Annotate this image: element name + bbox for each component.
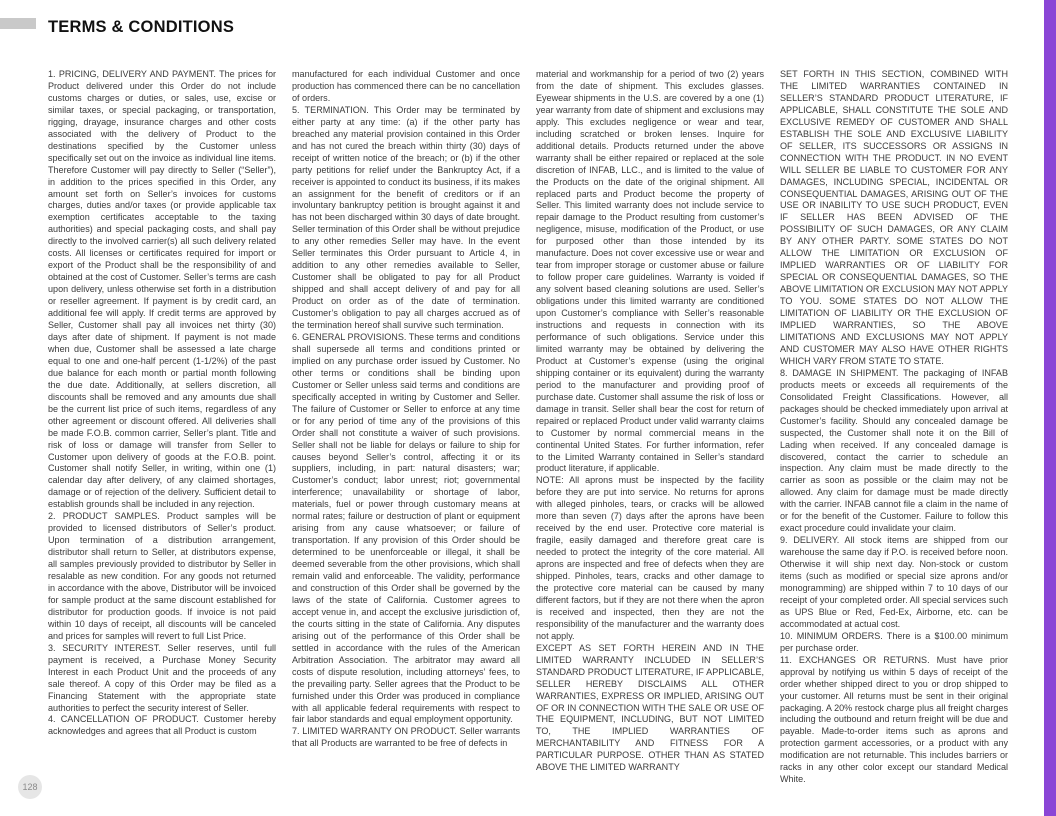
right-edge-accent-bar: [1044, 0, 1056, 816]
terms-column-1: [48, 69, 276, 769]
terms-paragraph: 11. EXCHANGES OR RETURNS. Must have prior approval by notifying us within 5 days of receipt of the order whether shipped direct to you or drop shipped to your customer. All returns must be sent in their original packaging. A 20% restock charge plus all freight charges including the outbound and return freight will be due and payable. Made-to-order items such as aprons and protection garment accessories, or a product with any modification are not returnable. This includes barriers or racks in any other color except our standard Medical White.: [780, 654, 1008, 785]
terms-paragraph: SET FORTH IN THIS SECTION, COMBINED WITH THE LIMITED WARRANTIES CONTAINED IN SELLER’S STANDARD PRODUCT LITERATURE, IF APPLICABLE, SHALL CONSTITUTE THE SOLE AND EXCLUSIVE REMEDY OF CUSTOMER AND SHALL ESTABLISH THE SOLE AND EXCLUSIVE LIABILITY OF SELLER, ITS SUCCESSORS OR ASSIGNS IN CONNECTION WITH THE PRODUCT. IN NO EVENT WILL SELLER BE LIABLE TO CUSTOMER FOR ANY DAMAGES, INCLUDING SPECIAL, INCIDENTAL OR CONSEQUENTIAL DAMAGES, ARISING OUT OF THE USE OR INABILITY TO USE SUCH PRODUCT, EVEN IF SELLER HAS BEEN ADVISED OF THE POSSIBILITY OF SUCH DAMAGES, OR ANY CLAIM BY ANY OTHER PARTY. SOME STATES DO NOT ALLOW THE LIMITATION OR EXCLUSION OF IMPLIED WARRANTIES OR OF LIABILITY FOR SPECIAL OR CONSEQUENTIAL DAMAGES, SO THE ABOVE LIMITATION OR EXCLUSION MAY NOT APPLY TO YOU. SOME STATES DO NOT ALLOW THE LIMITATION OF LIABILITY OR THE EXCLUSION OF IMPLIED WARRANTIES, SO THE ABOVE LIMITATIONS AND EXCLUSIONS MAY NOT APPLY AND CUSTOMER MAY ALSO HAVE OTHER RIGHTS WHICH VARY FROM STATE TO STATE.: [780, 69, 1008, 366]
page-number-badge: 128: [18, 775, 42, 799]
terms-paragraph: manufactured for each individual Customer and once production has commenced there can be no cancellation of orders.: [292, 69, 520, 103]
terms-paragraph: 5. TERMINATION. This Order may be terminated by either party at any time: (a) if the other party has breached any material provision contained in this Order and has not cured the breach within thirty (30) days of receipt of written notice of the breach; or (b) if the other party petitions for relief under the Bankruptcy Act, if a receiver is appointed to conduct its business, if its makes an assignment for the benefit of creditors or if an involuntary bankruptcy petition is brought against it and has not been discharged within 30 days of date brought. Seller termination of this Order shall be without prejudice to any other remedies Seller may have. In the event Seller terminates this Order pursuant to Article 4, in addition to any other remedies available to Seller, Customer shall be obligated to pay for all Product shipped and shall accept delivery of and pay for all Product on order as of the date of termination. Customer’s obligation to pay all charges accrued as of the termination hereof shall survive such termination.: [292, 104, 520, 331]
terms-paragraph: 4. CANCELLATION OF PRODUCT. Customer hereby acknowledges and agrees that all Product is custom: [48, 714, 276, 737]
terms-paragraph: 8. DAMAGE IN SHIPMENT. The packaging of INFAB products meets or exceeds all requirements of the Consolidated Freight Classifications. However, all packages should be checked immediately upon arrival at Customer’s facility. Should any concealed damage be suspected, the Customer shall note it on the Bill of Lading when received. If any concealed damage is discovered, contact the carrier to schedule an inspection. Any claim must be made directly to the carrier as soon as possible or the claim may not be allowed. Any claim for damage must be made directly with the carrier. INFAB cannot file a claim in the name of or for the benefit of the Customer. Failure to follow this exact procedure could invalidate your claim.: [780, 367, 1008, 534]
terms-paragraph: 10. MINIMUM ORDERS. There is a $100.00 minimum per purchase order.: [780, 630, 1008, 653]
terms-paragraph: 9. DELIVERY. All stock items are shipped from our warehouse the same day if P.O. is received before noon. Otherwise it will ship next day. Non-stock or custom items (such as modified or special size aprons and/or monogramming) are shipped within 7 to 10 days of our receipt of your completed order. All special services such as UPS Blue or Red, Fed-Ex, Airborne, etc. can be accommodated at actual cost.: [780, 535, 1008, 629]
terms-columns: [48, 69, 1008, 785]
terms-column-4: [780, 69, 1008, 785]
terms-paragraph: EXCEPT AS SET FORTH HEREIN AND IN THE LIMITED WARRANTY INCLUDED IN SELLER’S STANDARD PRODUCT LITERATURE, IF APPLICABLE, SELLER HEREBY DISCLAIMS ALL OTHER WARRANTIES, EXPRESS OR IMPLIED, ARISING OUT OF OR IN CONNECTION WITH THE SALE OR USE OF THE EQUIPMENT, INCLUDING, BUT NOT LIMITED TO, THE IMPLIED WARRANTIES OF MERCHANTABILITY AND FITNESS FOR A PARTICULAR PURPOSE. OTHER THAN AS STATED ABOVE THE LIMITED WARRANTY: [536, 642, 764, 773]
terms-paragraph: 7. LIMITED WARRANTY ON PRODUCT. Seller warrants that all Products are warranted to be free of defects in: [292, 726, 520, 749]
terms-paragraph: 2. PRODUCT SAMPLES. Product samples will be provided to licensed distributors of Seller’s product. Upon termination of a distribution arrangement, distributor shall return to Seller, at distributors expense, all samples previously provided to distributor by Seller in resalable as new condition. For any goods not returned in accordance with the above, Distributor will be invoiced for sample product at the same discount established for distributor for production goods. If invoice is not paid within 10 days of receipt, all discounts will be canceled and prices for samples will revert to full List Price.: [48, 511, 276, 641]
page-title: TERMS & CONDITIONS: [48, 18, 235, 36]
corner-tab-decoration: [0, 18, 36, 29]
terms-column-3: [536, 69, 764, 773]
terms-paragraph: NOTE: All aprons must be inspected by the facility before they are put into service. No returns for aprons with alleged pinholes, tears, or cracks will be allowed more than seven (7) days after the aprons have been received by the end user. Protective core material is fragile, easily damaged and therefore great care is needed to protect the integrity of the core material. All aprons are inspected and free of defects when they are shipped. Pinholes, tears, cracks and other damage to the protective core material can be caused by many different factors, but if they are not there when the apron is received and inspected, then they are not the responsibility of the manufacturer and the warranty does not apply.: [536, 475, 764, 641]
terms-paragraph: material and workmanship for a period of two (2) years from the date of shipment. This excludes glasses. Eyewear shipments in the U.S. are covered by a one (1) year warranty from date of shipment and exclusions may apply. This excludes negligence or wear and tear, including scratched or broken lenses. Inquire for additional details. Products returned under the above warranty shall be either repaired or replaced at the sole discretion of INFAB, LLC., and is limited to the value of the Products on the date of the original shipment. All replaced parts and Product become the property of Seller. This limited warranty does not include service to repair damage to the Product resulting from customer’s negligence, misuse, modification of the Product, or use for purposed other than those intended by its manufacture. Does not cover excessive use or wear and tear from improper storage or customer abuse or failure to follow proper care guidelines. Warranty is voided if any solvent based cleaning solutions are used. Seller’s obligations under this limited warranty are conditioned upon Customer’s compliance with Seller’s reasonable instructions and requests in connection with its performance of such obligations. Service under this limited warranty may be obtained by delivering the Product at Customer’s expense (using the original shipping container or its equivalent) during the warranty period to the manufacturer and providing proof of purchase date. Customer shall assume the risk of loss or damage in transit. Seller shall bear the cost for return of repaired or replaced Product under valid warranty claims to Customer by normal commercial means in the continental United States. For further information, refer to the Limited Warranty contained in Seller’s standard product literature, if applicable.: [536, 69, 764, 474]
terms-paragraph: 3. SECURITY INTEREST. Seller reserves, until full payment is received, a Purchase Money Security Interest in each Product Unit and the proceeds of any sale thereof. A copy of this Order may be filed as a Financing Statement with the appropriate state authorities to perfect the security interest of Seller.: [48, 642, 276, 713]
terms-paragraph: 6. GENERAL PROVISIONS. These terms and conditions shall supersede all terms and conditions printed or implied on any purchase order issued by Customer. No other terms or conditions shall be binding upon Customer or Seller unless said terms and conditions are specifically accepted in writing by Customer and Seller. The failure of Customer or Seller to enforce at any time or for any period of time any of the provisions of this Order shall not constitute a waiver of such provisions. Seller shall not be liable for delays or failure to ship for causes beyond Seller’s control, affecting it or its suppliers, including, in part: natural disasters; war; Customer’s conduct; labor unrest; riot; governmental interference; unavailability or shortage of labor, materials, fuel or power through customary means at normal rates; failure or destruction of plant or equipment arising from any cause whatsoever; or failure of transportation. If any provision of this Order should be determined to be unenforceable or illegal, it shall be deemed severable from the other provisions, which shall remain valid and enforceable. The validity, performance and construction of this Order shall be governed by the laws of the state of California. Customer agrees to accept venue in, and accept the exclusive jurisdiction of, the courts sitting in the state of California. Any disputes arising out of the performance of this Order shall be settled in accordance with the rules of the American Arbitration Association. The arbitrator may award all costs of dispute resolution, including attorneys’ fees, to the prevailing party. Seller agrees that the Product to be furnished under this Order was produced in compliance with all applicable federal requirements with respect to fair labor standards and equal employment opportunity.: [292, 331, 520, 725]
terms-column-2: [292, 69, 520, 769]
terms-paragraph: 1. PRICING, DELIVERY AND PAYMENT. The prices for Product delivered under this Order do not include customs charges or duties, or sales, use, excise or similar taxes, or special packaging, or transportation, rigging, drayage, insurance charges and other costs associated with the delivery of Product to the destinations specified by the Customer unless specifically set out on the invoice as individual line items. Therefore Customer will pay directly to Seller (“Seller”), in addition to the prices specified in this Order, any amount set forth on Seller’s invoices for customs charges, duties and/or taxes (or provide applicable tax exemption certificates acceptable to the taxing authorities) and special packaging costs, and shall pay directly to the involved carrier(s) all such delivery related costs. All licenses or certificates required for import or export of the Product shall be the responsibility of and obtained at the cost of Customer. Seller’s terms are cash upon delivery, unless otherwise set forth in a distribution or reseller agreement. If payment is by credit card, an additional fee will apply. If credit terms are approved by Seller, Customer shall pay all invoices net thirty (30) days after date of shipment. If payment is not made when due, Customer shall be assessed a late charge equal to one and one-half percent (1-1/2%) of the past due balance for each month or partial month following the due date. Additionally, at sellers discretion, all discounts shall be removed and any amounts due shall be the current list price of such items, regardless of any other agreement or discount offered. All deliveries shall be made F.O.B. common carrier, Seller’s plant. Title and risk of loss or damage will transfer from Seller to Customer upon delivery of goods at the F.O.B. point. Customer shall notify Seller, in writing, within one (1) calendar day after delivery, of any claimed shortages, damage or of rejection of the delivery. Sufficient detail to establish grounds shall be included in any rejection.: [48, 69, 276, 510]
